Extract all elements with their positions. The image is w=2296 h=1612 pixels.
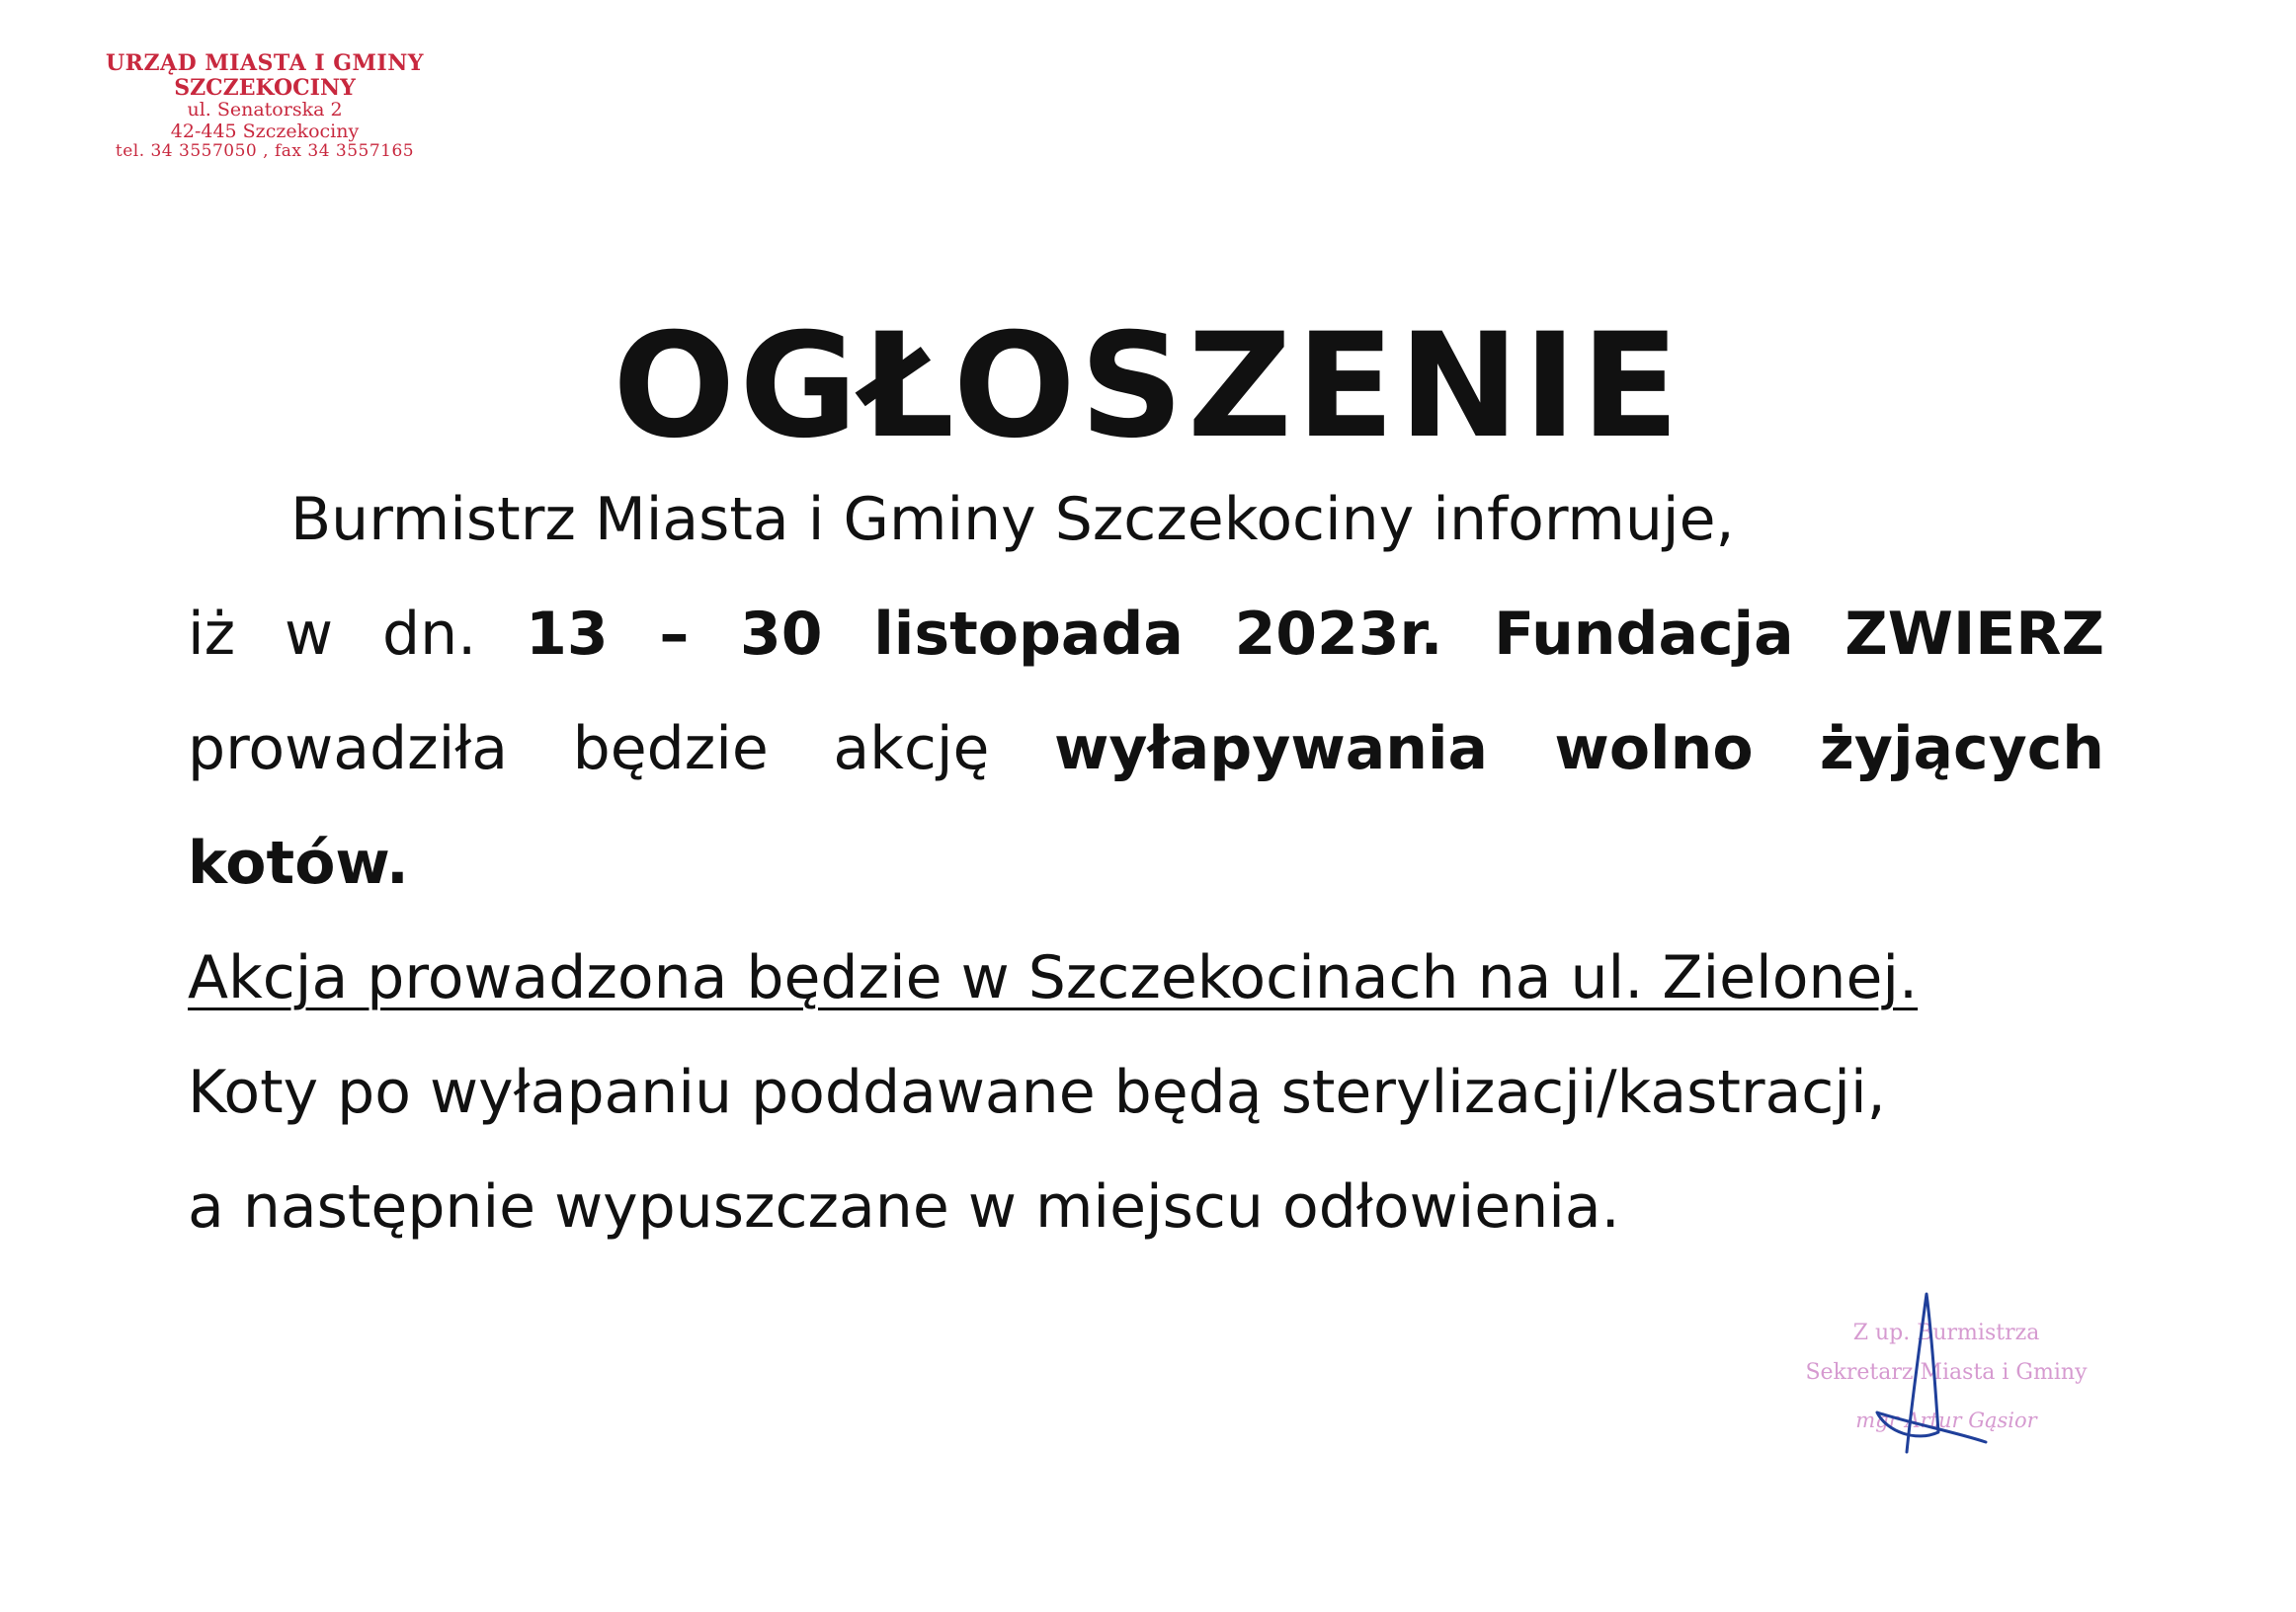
signature-name: mgr Artur Gąsior bbox=[1855, 1409, 2037, 1432]
body-location-underlined: Akcja prowadzona będzie w Szczekocinach na ul. Zielonej. bbox=[188, 943, 1919, 1012]
body-line-cats: kotów. bbox=[188, 829, 409, 898]
signature-authorization: Z up. Burmistrza bbox=[1852, 1321, 2040, 1345]
office-header-stamp bbox=[87, 51, 443, 161]
announcement-body bbox=[188, 462, 2104, 1264]
stamp-phone-fax: tel. 34 3557050 , fax 34 3557165 bbox=[115, 140, 415, 161]
stamp-street: ul. Senatorska 2 bbox=[187, 99, 343, 121]
announcement-title: OGŁOSZENIE bbox=[613, 301, 1683, 470]
signature-role: Sekretarz Miasta i Gminy bbox=[1805, 1360, 2088, 1385]
body-action-bold: wyłapywania wolno żyjących bbox=[1053, 714, 2104, 783]
body-line-dates bbox=[188, 577, 2104, 691]
body-line-action bbox=[188, 691, 2104, 806]
stamp-postal-code: 42-445 Szczekociny bbox=[170, 120, 360, 142]
body-dates-foundation: 13 – 30 listopada 2023r. Fundacja ZWIERZ bbox=[526, 600, 2104, 669]
body-dates-prefix: iż w dn. bbox=[188, 600, 527, 669]
stamp-office-name: URZĄD MIASTA I GMINY bbox=[105, 50, 425, 76]
handwritten-signature bbox=[1857, 1284, 1996, 1462]
stamp-town-name: SZCZEKOCINY bbox=[174, 74, 356, 101]
body-line-location bbox=[188, 921, 2104, 1035]
body-line-mayor-informs: Burmistrz Miasta i Gminy Szczekociny informuje, bbox=[290, 485, 1735, 554]
body-line-sterilization: Koty po wyłapaniu poddawane będą sterylizacji/kastracji, bbox=[188, 1058, 1886, 1127]
body-action-prefix: prowadziła będzie akcję bbox=[188, 714, 1054, 783]
body-line-release: a następnie wypuszczane w miejscu odłowienia. bbox=[188, 1172, 1620, 1242]
